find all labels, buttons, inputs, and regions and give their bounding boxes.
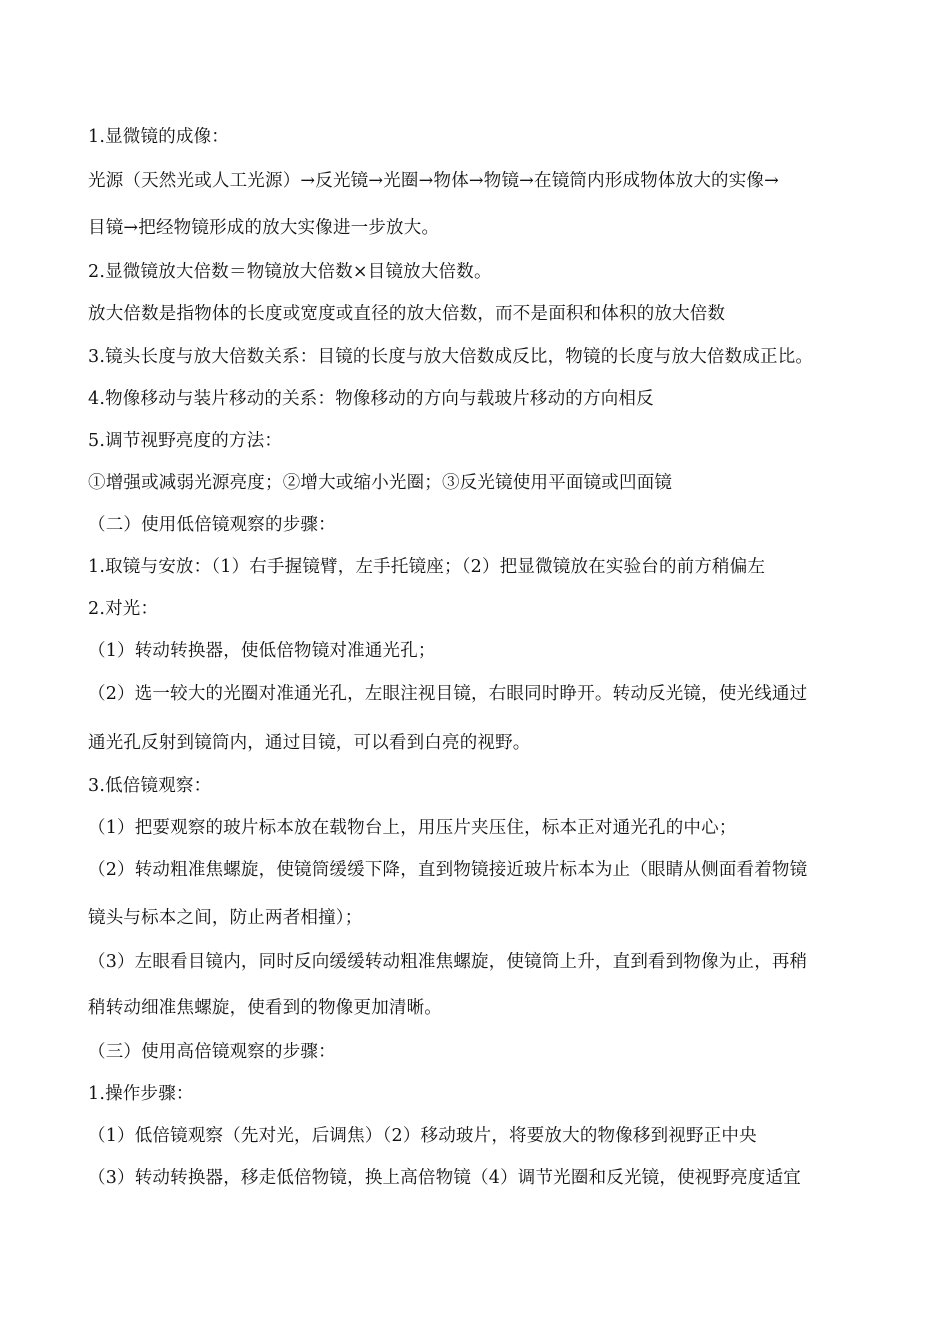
text-line: 光源（天然光或人工光源）→反光镜→光圈→物体→物镜→在镜筒内形成物体放大的实像→ bbox=[88, 171, 779, 191]
text-line: （1）把要观察的玻片标本放在载物台上，用压片夹压住，标本正对通光孔的中心； bbox=[88, 818, 737, 838]
text-line: 2.对光： bbox=[88, 599, 159, 619]
text-line: （2）转动粗准焦螺旋，使镜筒缓缓下降，直到物镜接近玻片标本为止（眼睛从侧面看着物镜 bbox=[88, 860, 808, 880]
text-line: 3.镜头长度与放大倍数关系：目镜的长度与放大倍数成反比，物镜的长度与放大倍数成正比。 bbox=[88, 347, 814, 367]
text-line: （1）低倍镜观察（先对光，后调焦）（2）移动玻片，将要放大的物像移到视野正中央 bbox=[88, 1126, 757, 1146]
text-line: 1.操作步骤： bbox=[88, 1084, 194, 1104]
text-line: （2）选一较大的光圈对准通光孔，左眼注视目镜，右眼同时睁开。转动反光镜，使光线通过 bbox=[88, 684, 808, 704]
text-line: 1.显微镜的成像： bbox=[88, 127, 229, 147]
section-heading: （三）使用高倍镜观察的步骤： bbox=[88, 1042, 336, 1062]
text-line: ①增强或减弱光源亮度；②增大或缩小光圈；③反光镜使用平面镜或凹面镜 bbox=[88, 473, 673, 493]
text-line: 3.低倍镜观察： bbox=[88, 776, 212, 796]
text-line: 通光孔反射到镜筒内，通过目镜，可以看到白亮的视野。 bbox=[88, 733, 531, 753]
text-line: 4.物像移动与装片移动的关系：物像移动的方向与载玻片移动的方向相反 bbox=[88, 389, 654, 409]
text-line: 稍转动细准焦螺旋，使看到的物像更加清晰。 bbox=[88, 998, 442, 1018]
text-line: 2.显微镜放大倍数＝物镜放大倍数×目镜放大倍数。 bbox=[88, 262, 492, 282]
text-line: （3）左眼看目镜内，同时反向缓缓转动粗准焦螺旋，使镜筒上升，直到看到物像为止，再稍 bbox=[88, 952, 808, 972]
text-line: 5.调节视野亮度的方法： bbox=[88, 431, 283, 451]
text-line: 1.取镜与安放：（1）右手握镜臂，左手托镜座；（2）把显微镜放在实验台的前方稍偏左 bbox=[88, 557, 766, 577]
text-line: 放大倍数是指物体的长度或宽度或直径的放大倍数，而不是面积和体积的放大倍数 bbox=[88, 304, 726, 324]
text-line: （3）转动转换器，移走低倍物镜，换上高倍物镜（4）调节光圈和反光镜，使视野亮度适宜 bbox=[88, 1168, 801, 1188]
section-heading: （二）使用低倍镜观察的步骤： bbox=[88, 515, 336, 535]
text-line: 镜头与标本之间，防止两者相撞）； bbox=[88, 908, 363, 928]
text-line: （1）转动转换器，使低倍物镜对准通光孔； bbox=[88, 641, 436, 661]
text-line: 目镜→把经物镜形成的放大实像进一步放大。 bbox=[88, 218, 440, 238]
